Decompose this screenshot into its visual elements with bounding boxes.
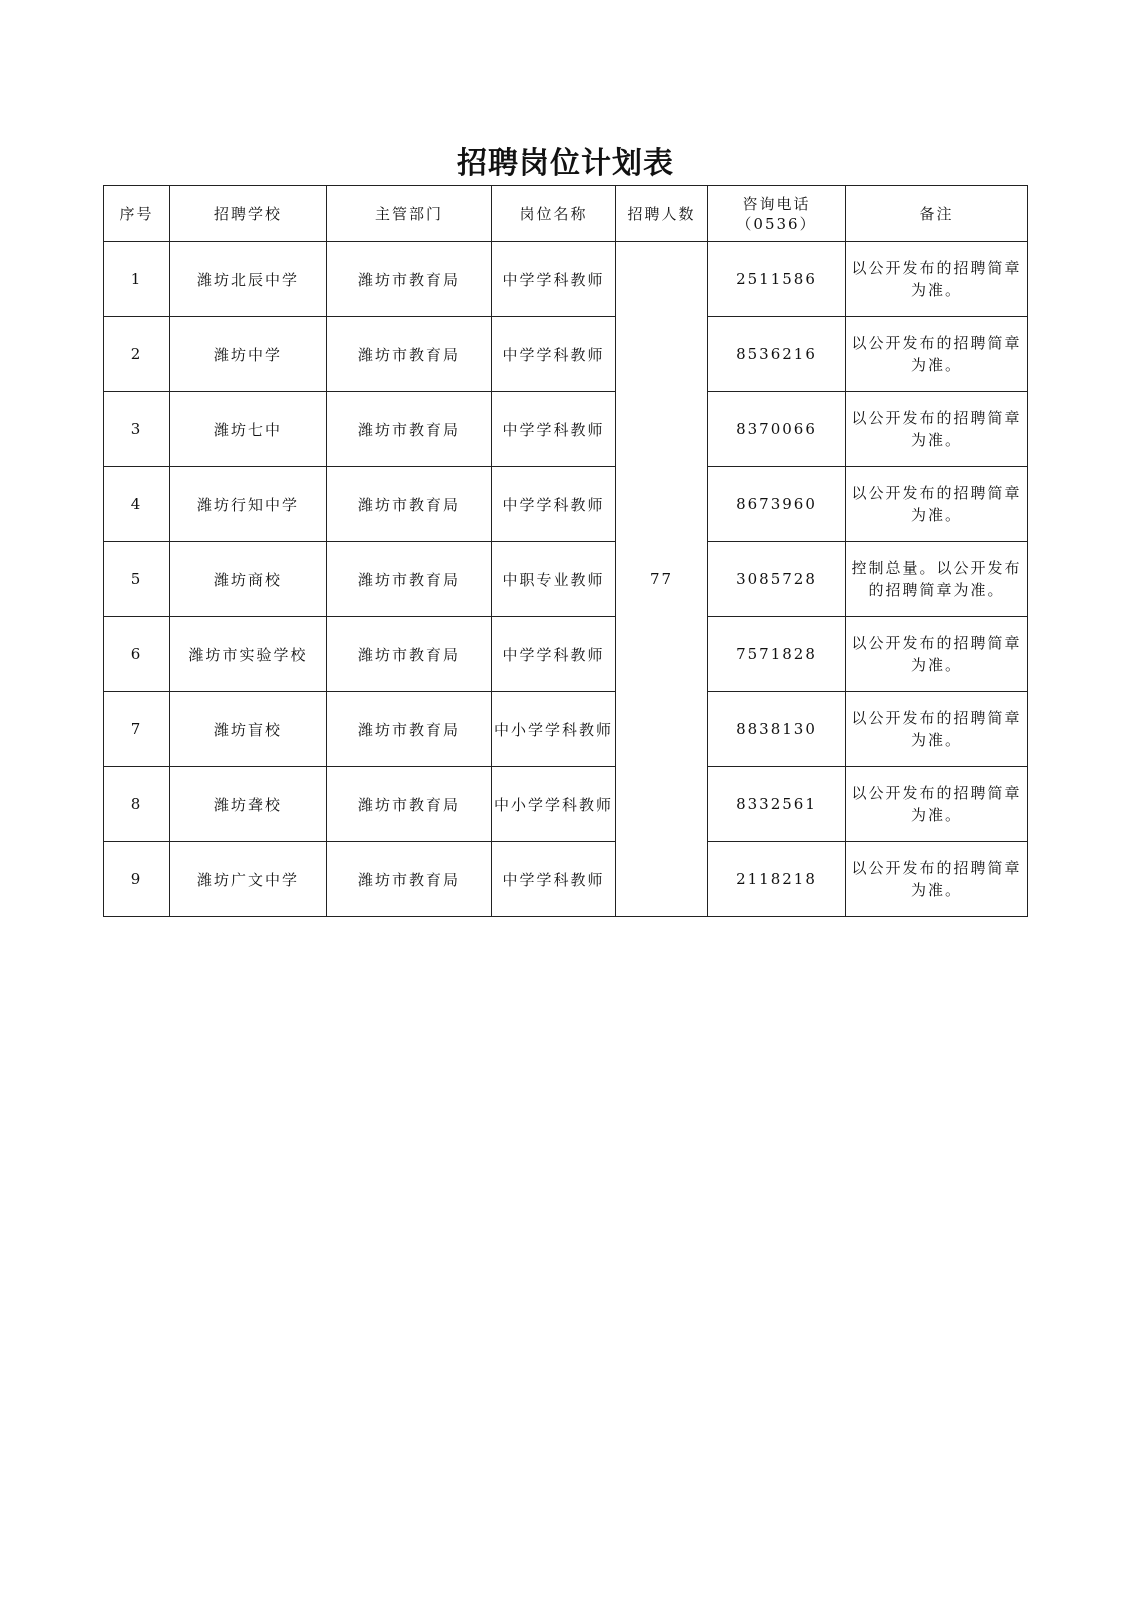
row-phone: 8838130 xyxy=(708,692,846,767)
table-row xyxy=(104,617,1028,692)
row-school: 潍坊商校 xyxy=(170,542,327,617)
row-index: 7 xyxy=(104,692,170,767)
row-position: 中小学学科教师 xyxy=(492,767,616,842)
row-school: 潍坊广文中学 xyxy=(170,842,327,917)
row-department: 潍坊市教育局 xyxy=(327,392,492,467)
row-phone: 2118218 xyxy=(708,842,846,917)
row-school: 潍坊行知中学 xyxy=(170,467,327,542)
row-department: 潍坊市教育局 xyxy=(327,467,492,542)
row-index: 9 xyxy=(104,842,170,917)
recruitment-plan-table xyxy=(103,185,1028,917)
header-phone-label: 咨询电话 xyxy=(742,194,811,213)
header-index: 序号 xyxy=(104,186,170,242)
row-index: 5 xyxy=(104,542,170,617)
table-row xyxy=(104,542,1028,617)
row-school: 潍坊聋校 xyxy=(170,767,327,842)
row-department: 潍坊市教育局 xyxy=(327,542,492,617)
row-department: 潍坊市教育局 xyxy=(327,692,492,767)
header-count: 招聘人数 xyxy=(616,186,708,242)
table-row xyxy=(104,767,1028,842)
row-department: 潍坊市教育局 xyxy=(327,617,492,692)
header-note: 备注 xyxy=(846,186,1028,242)
row-position: 中学学科教师 xyxy=(492,842,616,917)
row-note: 控制总量。以公开发布的招聘简章为准。 xyxy=(846,542,1028,617)
row-index: 3 xyxy=(104,392,170,467)
row-index: 1 xyxy=(104,242,170,317)
row-school: 潍坊七中 xyxy=(170,392,327,467)
row-phone: 8673960 xyxy=(708,467,846,542)
row-note: 以公开发布的招聘简章为准。 xyxy=(846,467,1028,542)
row-department: 潍坊市教育局 xyxy=(327,242,492,317)
header-department: 主管部门 xyxy=(327,186,492,242)
row-school: 潍坊盲校 xyxy=(170,692,327,767)
row-school: 潍坊北辰中学 xyxy=(170,242,327,317)
row-department: 潍坊市教育局 xyxy=(327,317,492,392)
row-note: 以公开发布的招聘简章为准。 xyxy=(846,392,1028,467)
row-note: 以公开发布的招聘简章为准。 xyxy=(846,692,1028,767)
row-school: 潍坊市实验学校 xyxy=(170,617,327,692)
row-phone: 2511586 xyxy=(708,242,846,317)
row-position: 中学学科教师 xyxy=(492,242,616,317)
row-phone: 8536216 xyxy=(708,317,846,392)
row-position: 中学学科教师 xyxy=(492,617,616,692)
row-note: 以公开发布的招聘简章为准。 xyxy=(846,617,1028,692)
row-department: 潍坊市教育局 xyxy=(327,767,492,842)
row-index: 2 xyxy=(104,317,170,392)
row-department: 潍坊市教育局 xyxy=(327,842,492,917)
header-phone-area-code: （0536） xyxy=(736,214,817,233)
row-position: 中小学学科教师 xyxy=(492,692,616,767)
row-school: 潍坊中学 xyxy=(170,317,327,392)
page-title: 招聘岗位计划表 xyxy=(457,146,674,181)
row-phone: 8370066 xyxy=(708,392,846,467)
row-phone: 8332561 xyxy=(708,767,846,842)
table-row xyxy=(104,467,1028,542)
table-row xyxy=(104,392,1028,467)
row-index: 4 xyxy=(104,467,170,542)
row-position: 中学学科教师 xyxy=(492,317,616,392)
header-phone xyxy=(708,186,846,242)
table-row xyxy=(104,242,1028,317)
row-position: 中职专业教师 xyxy=(492,542,616,617)
row-note: 以公开发布的招聘简章为准。 xyxy=(846,842,1028,917)
row-position: 中学学科教师 xyxy=(492,392,616,467)
row-phone: 7571828 xyxy=(708,617,846,692)
table-header-row xyxy=(104,186,1028,242)
table-row xyxy=(104,692,1028,767)
row-note: 以公开发布的招聘简章为准。 xyxy=(846,317,1028,392)
table-row xyxy=(104,317,1028,392)
row-note: 以公开发布的招聘简章为准。 xyxy=(846,242,1028,317)
row-phone: 3085728 xyxy=(708,542,846,617)
header-position: 岗位名称 xyxy=(492,186,616,242)
header-school: 招聘学校 xyxy=(170,186,327,242)
table-row xyxy=(104,842,1028,917)
row-position: 中学学科教师 xyxy=(492,467,616,542)
row-index: 8 xyxy=(104,767,170,842)
total-count-cell: 77 xyxy=(616,242,708,917)
row-index: 6 xyxy=(104,617,170,692)
row-note: 以公开发布的招聘简章为准。 xyxy=(846,767,1028,842)
